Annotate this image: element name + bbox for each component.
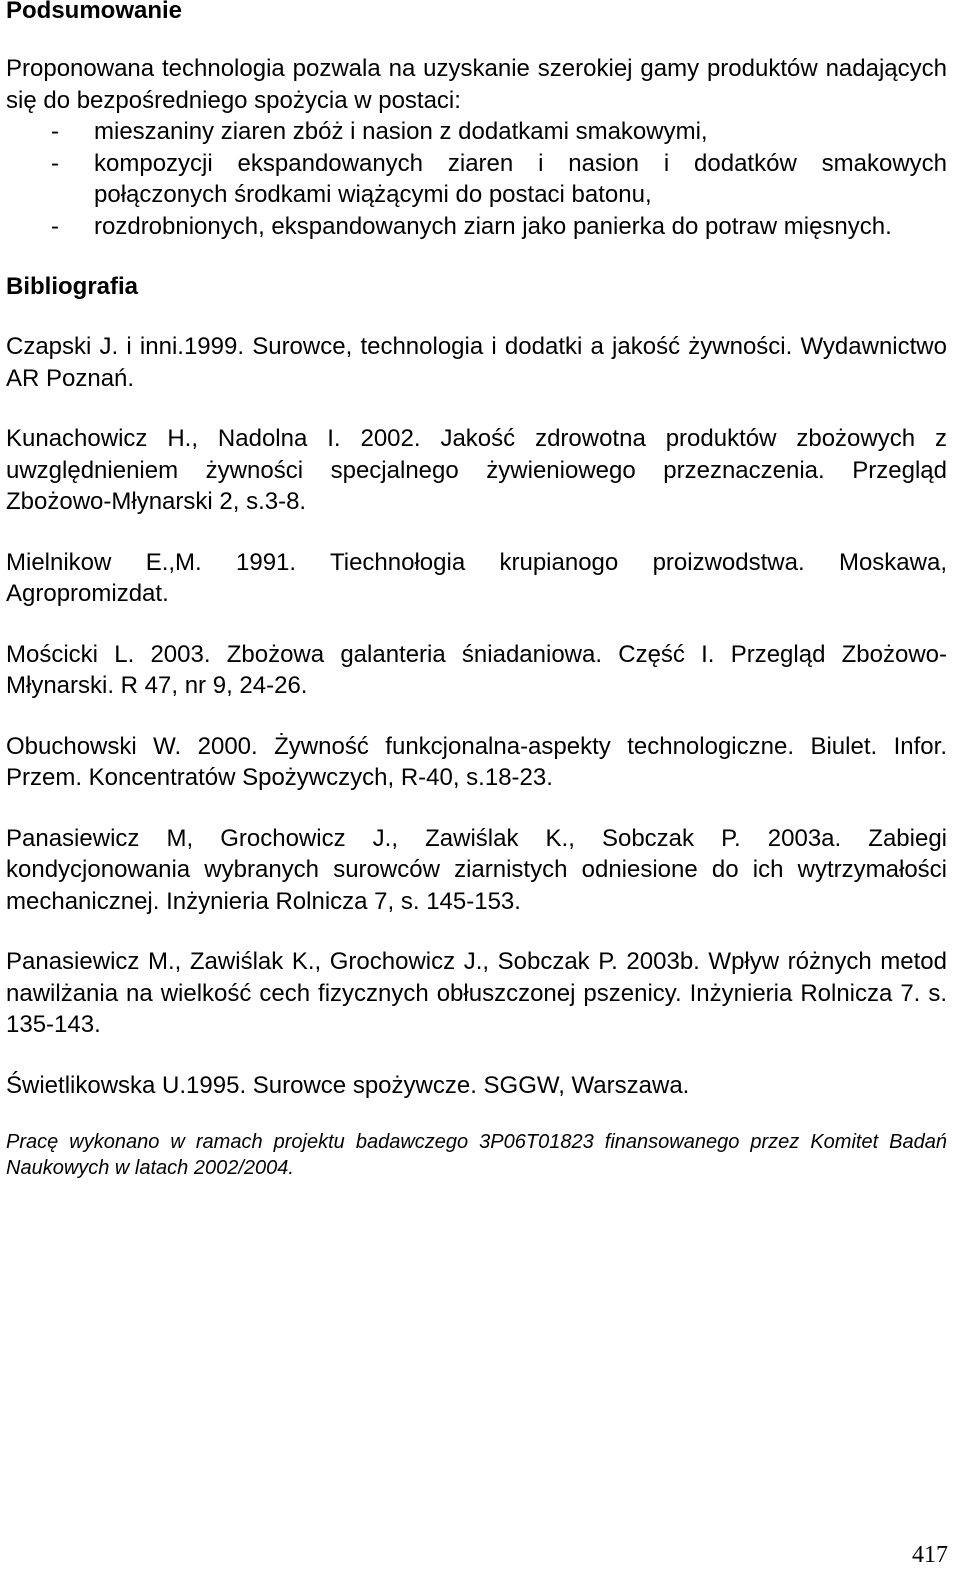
bibliography-entry: Obuchowski W. 2000. Żywność funkcjonalna-aspekty technologiczne. Biulet. Infor. Przem. Koncentratów Spożywczych, R-40, s.18-23.	[6, 732, 947, 791]
list-item-text: kompozycji ekspandowanych ziaren i nasion i dodatków smakowych połączonych środkami wiążącymi do postaci batonu,	[94, 149, 947, 208]
bibliography-entry: Mościcki L. 2003. Zbożowa galanteria śniadaniowa. Część I. Przegląd Zbożowo-Młynarski. R 47, nr 9, 24-26.	[6, 640, 947, 699]
bibliography-entry: Panasiewicz M., Zawiślak K., Grochowicz J., Sobczak P. 2003b. Wpływ różnych metod nawilżania na wielkość cech fizycznych obłuszczonej pszenicy. Inżynieria Rolnicza 7. s. 135-143.	[6, 948, 947, 1038]
summary-list	[6, 116, 947, 242]
page-number: 417	[912, 1542, 948, 1568]
bibliography-entry: Mielnikow E.,M. 1991. Tiechnołogia krupianogo proizwodstwa. Moskawa, Agropromizdat.	[6, 548, 947, 607]
list-item	[6, 211, 947, 243]
list-item-text: mieszaniny ziaren zbóż i nasion z dodatkami smakowymi,	[94, 118, 708, 145]
summary-intro: Proponowana technologia pozwala na uzyskanie szerokiej gamy produktów nadających się do bezpośredniego spożycia w postaci:	[6, 55, 947, 114]
bibliography-entry: Kunachowicz H., Nadolna I. 2002. Jakość zdrowotna produktów zbożowych z uwzględnieniem żywności specjalnego żywieniowego przeznaczenia. Przegląd Zbożowo-Młynarski 2, s.3-8.	[6, 425, 947, 515]
list-item	[6, 116, 947, 148]
list-dash: -	[51, 118, 59, 145]
summary-heading: Podsumowanie	[6, 0, 183, 24]
bibliography-entry: Świetlikowska U.1995. Surowce spożywcze. SGGW, Warszawa.	[6, 1071, 690, 1099]
list-dash: -	[51, 149, 59, 177]
bibliography-entry: Czapski J. i inni.1999. Surowce, technologia i dodatki a jakość żywności. Wydawnictwo AR Poznań.	[6, 333, 947, 392]
list-item	[6, 148, 947, 211]
document-page	[6, 0, 947, 1181]
list-item-text: rozdrobnionych, ekspandowanych ziarn jako panierka do potraw mięsnych.	[94, 212, 892, 240]
list-dash: -	[51, 212, 59, 240]
bibliography-entry: Panasiewicz M, Grochowicz J., Zawiślak K., Sobczak P. 2003a. Zabiegi kondycjonowania wybranych surowców ziarnistych odniesione do ich wytrzymałości mechanicznej. Inżynieria Rolnicza 7, s. 145-153.	[6, 824, 947, 915]
funding-footnote: Pracę wykonano w ramach projektu badawczego 3P06T01823 finansowanego przez Komitet Badań Naukowych w latach 2002/2004.	[6, 1131, 947, 1179]
bibliography-heading: Bibliografia	[6, 273, 139, 300]
